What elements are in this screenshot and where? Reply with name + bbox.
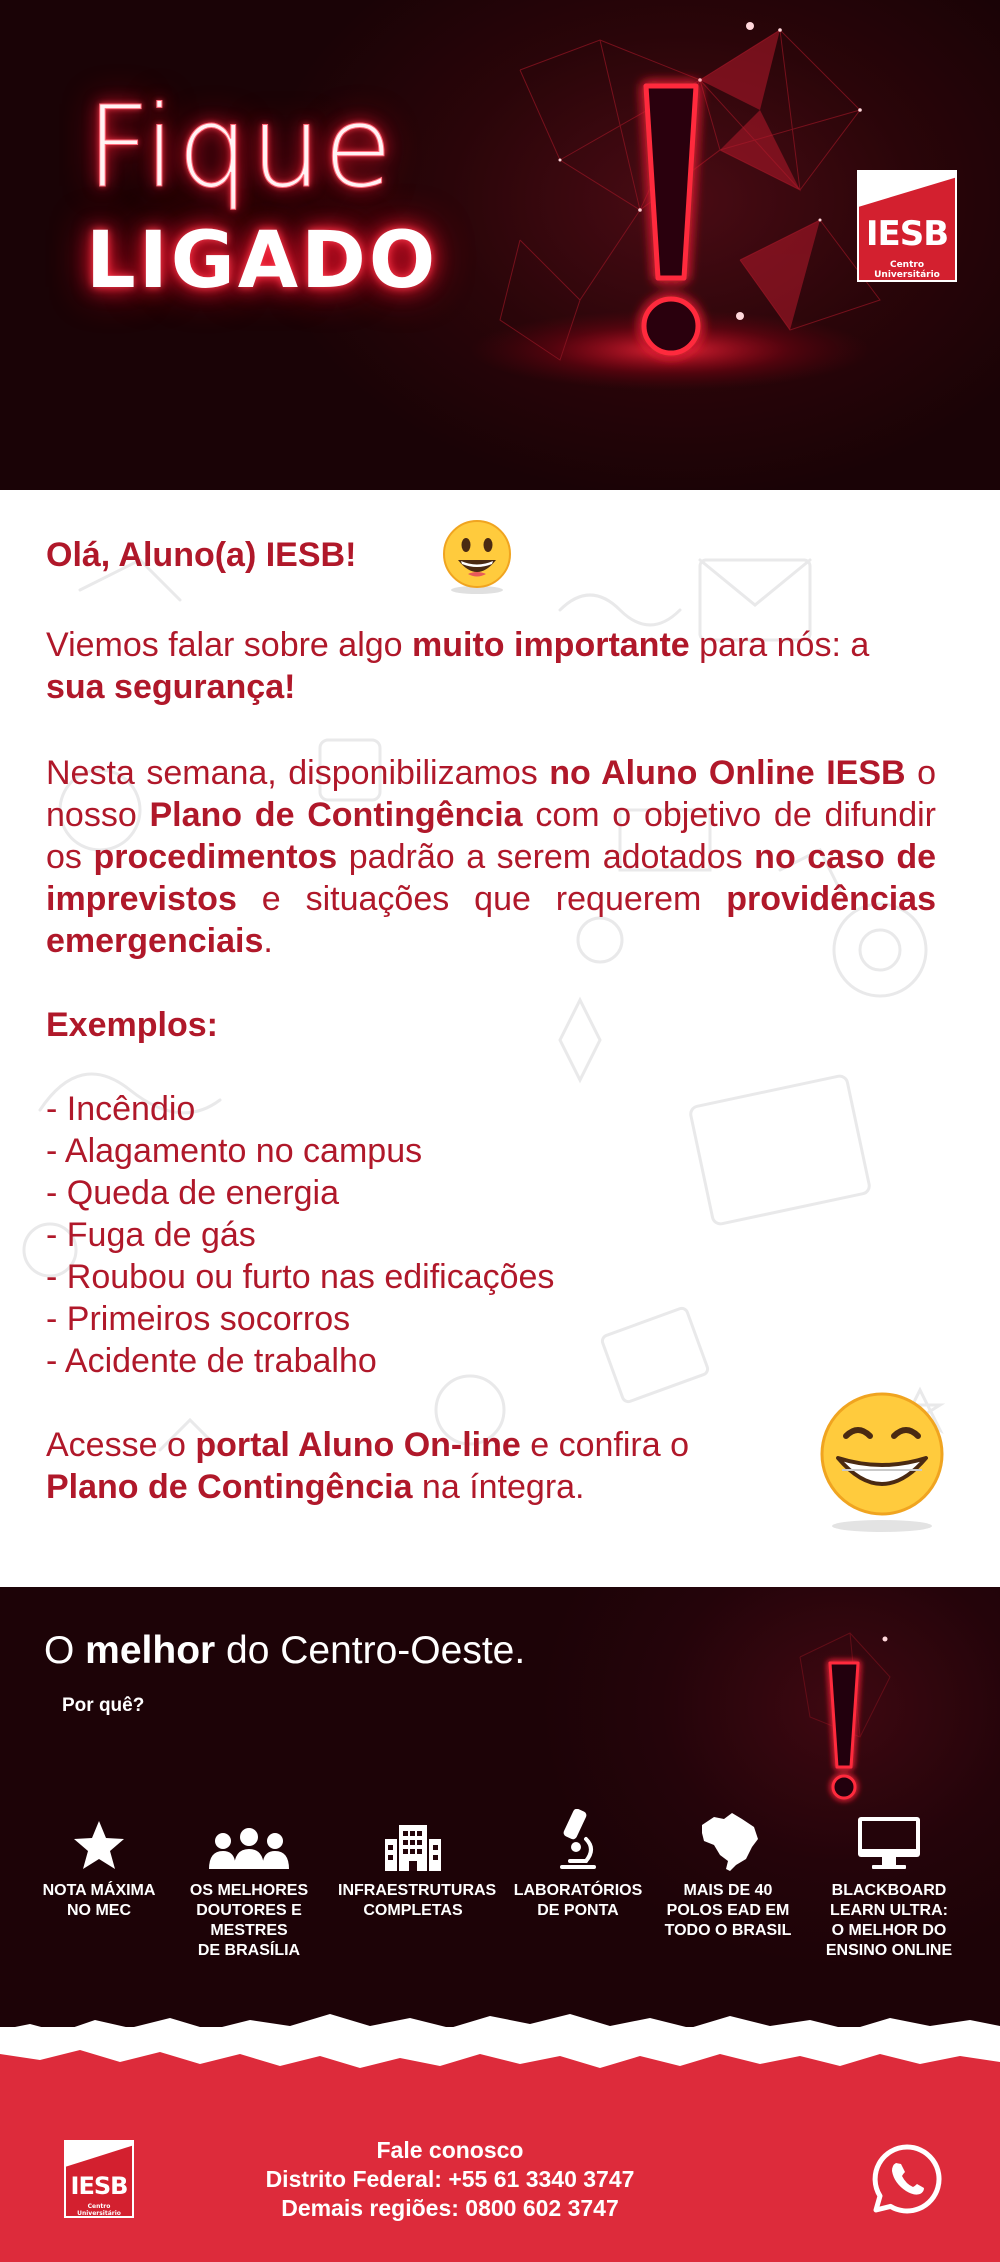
body-text: Nesta semana, disponibilizamos	[46, 754, 550, 792]
headline-post: do Centro-Oeste.	[215, 1629, 526, 1672]
benefits-list	[0, 1807, 1000, 1987]
iesb-logo	[857, 170, 957, 282]
benefit-label: NOTA MÁXIMA NO MEC	[42, 1882, 156, 1919]
message-section	[0, 490, 1000, 1587]
smiling-emoji-icon	[440, 518, 514, 596]
emphasis-text: procedimentos	[93, 838, 338, 876]
emphasis-text: sua segurança!	[46, 668, 296, 706]
brazil-map-icon	[696, 1811, 760, 1871]
star-icon	[72, 1819, 126, 1871]
body-text: o nosso	[46, 754, 936, 834]
list-item: - Acidente de trabalho	[46, 1342, 377, 1380]
body-text: .	[263, 922, 273, 960]
monitor-icon	[856, 1815, 922, 1871]
list-item: - Fuga de gás	[46, 1216, 256, 1254]
logo-subtitle: Centro Universitário	[874, 260, 940, 280]
body-text: para nós: a	[689, 626, 870, 664]
microscope-icon	[556, 1809, 600, 1871]
benefits-headline	[44, 1629, 525, 1673]
contact-footer	[0, 2100, 1000, 2262]
emphasis-text: no caso de imprevistos	[46, 838, 937, 918]
emphasis-text: no Aluno Online IESB	[549, 754, 906, 792]
whatsapp-icon[interactable]	[870, 2142, 944, 2216]
grinning-emoji-icon	[812, 1386, 952, 1536]
emphasis-text: portal Aluno On-line	[195, 1426, 521, 1464]
exclamation-icon	[644, 86, 698, 353]
body-text: na íntegra.	[412, 1468, 585, 1506]
hero-banner	[0, 0, 1000, 490]
benefits-section	[0, 1587, 1000, 2027]
list-item: - Queda de energia	[46, 1174, 339, 1212]
contact-title: Fale conosco	[376, 2137, 524, 2163]
body-text: padrão a serem adotados	[337, 838, 755, 876]
emphasis-text: muito importante	[412, 626, 690, 664]
emphasis-text: Plano de Contingência	[149, 796, 523, 834]
intro-paragraph	[46, 624, 936, 708]
contact-info	[200, 2136, 700, 2223]
torn-paper-edge	[0, 1990, 1000, 2102]
portal-cta	[46, 1424, 936, 1508]
benefit-label: LABORATÓRIOS DE PONTA	[513, 1882, 643, 1919]
benefit-item	[653, 1807, 803, 1941]
benefit-item	[174, 1807, 324, 1961]
hero-title-light: Fique	[86, 83, 395, 213]
phone-other-regions[interactable]: Demais regiões: 0800 602 3747	[281, 2195, 619, 2221]
benefit-label: BLACKBOARD LEARN ULTRA: O MELHOR DO ENSINO ONLINE	[825, 1882, 953, 1959]
benefit-label: INFRAESTRUTURAS COMPLETAS	[338, 1882, 497, 1919]
hero-title	[86, 83, 439, 306]
phone-df[interactable]: Distrito Federal: +55 61 3340 3747	[265, 2166, 635, 2192]
contingency-paragraph	[46, 752, 936, 962]
hero-title-bold: LIGADO	[86, 216, 439, 306]
benefit-item	[338, 1807, 497, 1921]
building-icon	[385, 1823, 441, 1871]
logo-wordmark: IESB	[865, 214, 949, 254]
benefit-item	[24, 1807, 174, 1921]
benefit-item	[503, 1807, 653, 1921]
examples-title: Exemplos:	[46, 1006, 218, 1044]
why-label: Por quê?	[62, 1695, 145, 1716]
benefit-item	[814, 1807, 964, 1961]
benefit-label: MAIS DE 40 POLOS EAD EM TODO O BRASIL	[664, 1882, 792, 1939]
headline-pre: O	[44, 1629, 86, 1672]
logo-subtitle: Centro Universitário	[77, 2203, 121, 2216]
people-icon	[207, 1827, 291, 1871]
list-item: - Roubou ou furto nas edificações	[46, 1258, 555, 1296]
body-text: e confira o	[520, 1426, 690, 1464]
body-text: Viemos falar sobre algo	[46, 626, 413, 664]
examples-list	[46, 1088, 936, 1382]
list-item: - Primeiros socorros	[46, 1300, 351, 1338]
headline-bold: melhor	[85, 1629, 216, 1672]
body-text: e situações que requerem	[236, 880, 727, 918]
greeting: Olá, Aluno(a) IESB!	[46, 536, 357, 574]
exclamation-icon	[790, 1627, 900, 1807]
list-item: - Incêndio	[46, 1090, 196, 1128]
benefit-label: OS MELHORES DOUTORES E MESTRES DE BRASÍLIA	[189, 1882, 309, 1959]
emphasis-text: providências emergenciais	[46, 880, 936, 960]
emphasis-text: Plano de Contingência	[46, 1468, 413, 1506]
iesb-logo	[64, 2140, 134, 2218]
logo-wordmark: IESB	[70, 2172, 128, 2200]
body-text: com o objetivo de difundir os	[46, 796, 936, 876]
list-item: - Alagamento no campus	[46, 1132, 423, 1170]
body-text: Acesse o	[46, 1426, 196, 1464]
